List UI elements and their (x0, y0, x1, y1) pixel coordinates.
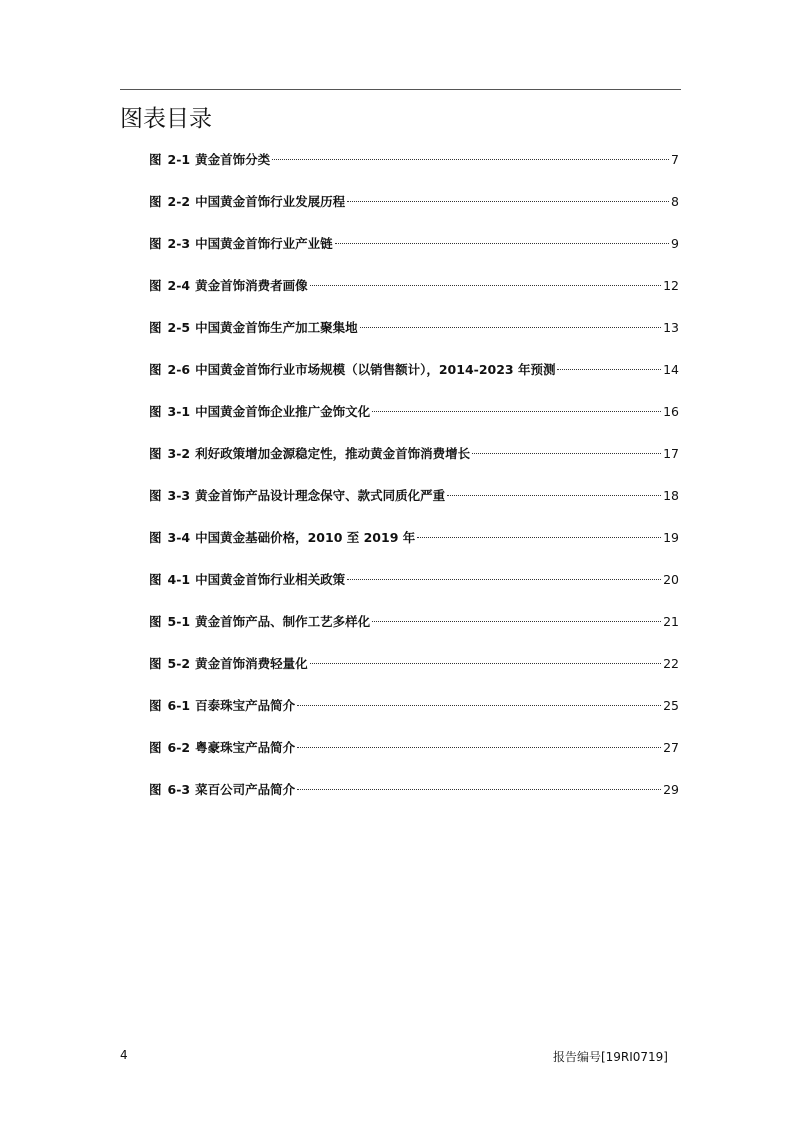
dot-leader (447, 495, 661, 496)
toc-entry-prefix: 图 (149, 194, 162, 209)
toc-entry-page: 21 (663, 614, 679, 629)
toc-entry[interactable] (149, 361, 679, 403)
toc-entry-page: 29 (663, 782, 679, 797)
toc-entry[interactable] (149, 151, 679, 193)
toc-entry-number: 2-2 (167, 194, 191, 209)
toc-entry-text: 中国黄金首饰生产加工聚集地 (195, 320, 358, 335)
toc-entry[interactable] (149, 529, 679, 571)
toc-entry-label (149, 655, 308, 673)
toc-entry-number: 2-5 (167, 320, 191, 335)
toc-entry-number: 6-3 (167, 782, 191, 797)
dot-leader (310, 663, 661, 664)
toc-entry-text: 中国黄金首饰行业相关政策 (195, 572, 346, 587)
figure-list (149, 151, 679, 823)
toc-entry-page: 27 (663, 740, 679, 755)
toc-entry-number: 2-3 (167, 236, 191, 251)
toc-entry[interactable] (149, 655, 679, 697)
toc-entry-prefix: 图 (149, 656, 162, 671)
toc-entry-text: 黄金首饰产品、制作工艺多样化 (195, 614, 371, 629)
toc-entry[interactable] (149, 739, 679, 781)
toc-entry-number: 4-1 (167, 572, 191, 587)
toc-entry-text: 黄金首饰产品设计理念保守、款式同质化严重 (195, 488, 446, 503)
dot-leader (310, 285, 661, 286)
dot-leader (417, 537, 661, 538)
toc-entry-prefix: 图 (149, 698, 162, 713)
toc-entry-prefix: 图 (149, 488, 162, 503)
toc-entry-label (149, 235, 333, 253)
toc-entry-page: 12 (663, 278, 679, 293)
header-rule (120, 89, 681, 90)
toc-entry-label (149, 445, 470, 463)
toc-entry-number: 6-2 (167, 740, 191, 755)
toc-entry[interactable] (149, 781, 679, 823)
toc-entry-page: 8 (671, 194, 679, 209)
toc-entry-prefix: 图 (149, 362, 162, 377)
toc-entry[interactable] (149, 235, 679, 277)
toc-entry-prefix: 图 (149, 278, 162, 293)
dot-leader (372, 621, 661, 622)
toc-entry-prefix: 图 (149, 236, 162, 251)
dot-leader (347, 201, 669, 202)
toc-entry-page: 9 (671, 236, 679, 251)
toc-entry-label (149, 697, 295, 715)
toc-entry-page: 18 (663, 488, 679, 503)
toc-entry-number: 6-1 (167, 698, 191, 713)
toc-entry-prefix: 图 (149, 614, 162, 629)
toc-entry-text: 菜百公司产品简介 (195, 782, 296, 797)
report-code: 报告编号[19RI0719] (552, 1050, 668, 1064)
toc-entry-label (149, 319, 358, 337)
toc-entry-number: 3-1 (167, 404, 191, 419)
toc-entry-prefix: 图 (149, 530, 162, 545)
toc-entry-page: 7 (671, 152, 679, 167)
toc-entry[interactable] (149, 613, 679, 655)
toc-entry-text: 中国黄金首饰企业推广金饰文化 (195, 404, 371, 419)
toc-entry-text: 黄金首饰消费者画像 (195, 278, 308, 293)
dot-leader (472, 453, 661, 454)
dot-leader (347, 579, 661, 580)
dot-leader (372, 411, 661, 412)
toc-entry-number: 2-6 (167, 362, 191, 377)
toc-entry-number: 3-4 (167, 530, 191, 545)
toc-entry-text: 黄金首饰消费轻量化 (195, 656, 308, 671)
toc-entry-prefix: 图 (149, 740, 162, 755)
toc-entry-page: 14 (663, 362, 679, 377)
toc-entry-label (149, 403, 370, 421)
toc-entry-label (149, 739, 295, 757)
dot-leader (297, 747, 661, 748)
page-number: 4 (120, 1048, 128, 1062)
toc-entry-text: 黄金首饰分类 (195, 152, 271, 167)
toc-entry-number: 3-2 (167, 446, 191, 461)
toc-entry[interactable] (149, 487, 679, 529)
dot-leader (297, 789, 661, 790)
toc-entry-prefix: 图 (149, 446, 162, 461)
toc-entry-number: 3-3 (167, 488, 191, 503)
toc-entry-prefix: 图 (149, 572, 162, 587)
toc-entry-number: 5-1 (167, 614, 191, 629)
toc-entry-prefix: 图 (149, 152, 162, 167)
toc-entry[interactable] (149, 697, 679, 739)
toc-entry-label (149, 487, 445, 505)
toc-entry-number: 2-1 (167, 152, 191, 167)
page-title: 图表目录 (120, 106, 212, 132)
toc-entry-page: 22 (663, 656, 679, 671)
toc-entry-label (149, 781, 295, 799)
toc-entry-text: 中国黄金首饰行业发展历程 (195, 194, 346, 209)
toc-entry-prefix: 图 (149, 404, 162, 419)
toc-entry-text: 中国黄金基础价格，2010 至 2019 年 (195, 530, 416, 545)
toc-entry-page: 25 (663, 698, 679, 713)
toc-entry-label (149, 529, 415, 547)
toc-entry-label (149, 613, 370, 631)
toc-entry-prefix: 图 (149, 320, 162, 335)
toc-entry-page: 17 (663, 446, 679, 461)
toc-entry-page: 19 (663, 530, 679, 545)
dot-leader (335, 243, 669, 244)
toc-entry[interactable] (149, 571, 679, 613)
toc-entry-text: 中国黄金首饰行业产业链 (195, 236, 333, 251)
toc-entry-text: 粤豪珠宝产品简介 (195, 740, 296, 755)
toc-entry-label (149, 571, 345, 589)
dot-leader (557, 369, 661, 370)
toc-entry[interactable] (149, 403, 679, 445)
toc-entry-label (149, 193, 345, 211)
toc-entry-page: 20 (663, 572, 679, 587)
toc-entry-page: 13 (663, 320, 679, 335)
dot-leader (360, 327, 661, 328)
toc-entry[interactable] (149, 277, 679, 319)
toc-entry-text: 利好政策增加金源稳定性，推动黄金首饰消费增长 (195, 446, 471, 461)
toc-entry-label (149, 361, 555, 379)
toc-entry-text: 百泰珠宝产品简介 (195, 698, 296, 713)
toc-entry-prefix: 图 (149, 782, 162, 797)
toc-entry-label (149, 277, 308, 295)
toc-entry-text: 中国黄金首饰行业市场规模（以销售额计），2014-2023 年预测 (195, 362, 556, 377)
dot-leader (297, 705, 661, 706)
toc-entry[interactable] (149, 445, 679, 487)
dot-leader (272, 159, 669, 160)
toc-entry-page: 16 (663, 404, 679, 419)
toc-entry[interactable] (149, 193, 679, 235)
toc-entry-number: 2-4 (167, 278, 191, 293)
toc-entry-number: 5-2 (167, 656, 191, 671)
toc-entry[interactable] (149, 319, 679, 361)
toc-entry-label (149, 151, 270, 169)
